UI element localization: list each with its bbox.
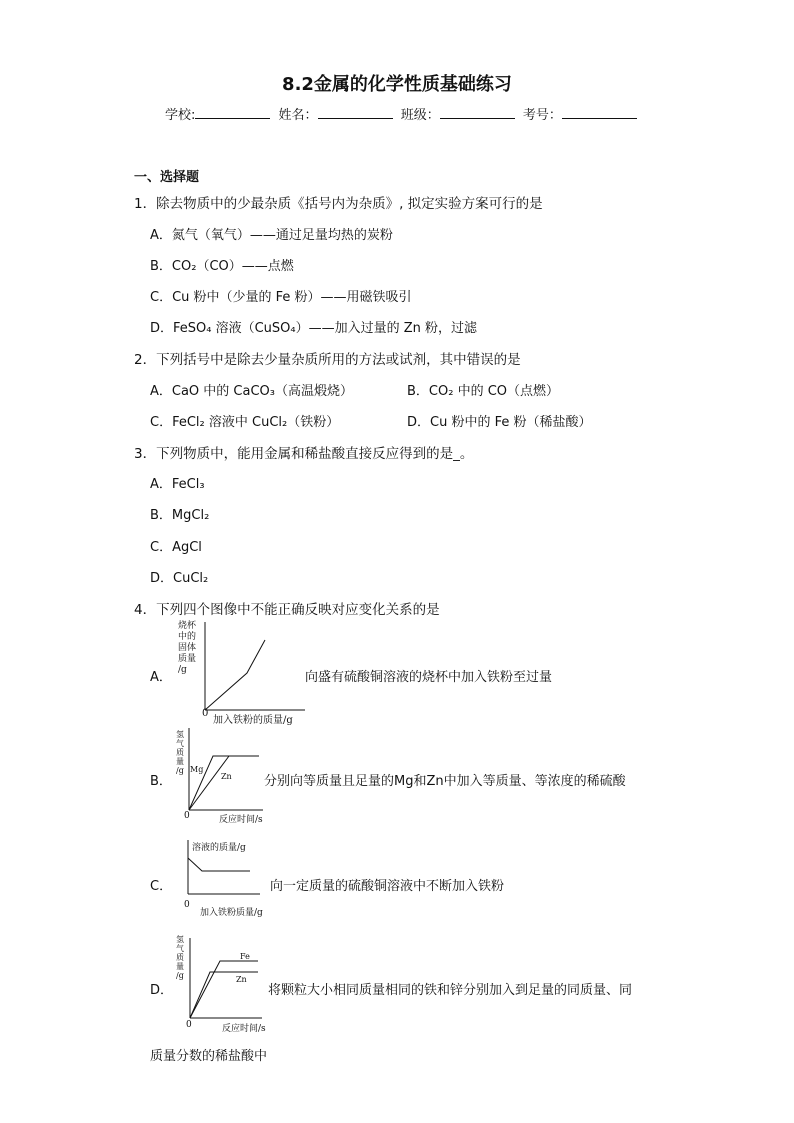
q4-d-fe-line (190, 961, 258, 1018)
q1-option-d[interactable]: D．FeSO₄ 溶液（CuSO₄）——加入过量的 Zn 粉，过滤 (150, 321, 478, 336)
q4-option-c-label[interactable]: C． (150, 879, 173, 894)
q1-stem: 1．除去物质中的少最杂质《括号内为杂质》, 拟定实验方案可行的是 (134, 196, 543, 212)
q4-d-ylabel: 氢 气 质 量 /g (176, 935, 184, 980)
q1-option-b[interactable]: B．CO₂（CO）——点燃 (150, 259, 294, 274)
q4-option-d-label[interactable]: D． (150, 983, 174, 998)
name-label: 姓名： (278, 108, 318, 123)
q4-c-desc: 向一定质量的硫酸铜溶液中不断加入铁粉 (270, 879, 505, 894)
q4-c-curve (188, 858, 250, 871)
q3-option-b[interactable]: B．MgCl₂ (150, 508, 210, 523)
class-blank[interactable] (440, 106, 515, 119)
q3-stem: 3．下列物质中，能用金属和稀盐酸直接反应得到的是_。 (134, 446, 474, 462)
q4-d-desc: 将颗粒大小相同质量相同的铁和锌分别加入到足量的同质量、同 (268, 983, 633, 998)
class-label: 班级： (400, 108, 440, 123)
q4-d-origin: 0 (186, 1020, 192, 1030)
q2-option-b[interactable]: B．CO₂ 中的 CO（点燃） (407, 384, 560, 399)
school-label: 学校: (165, 108, 196, 123)
q4-option-b-label[interactable]: B． (150, 774, 172, 789)
q2-option-d[interactable]: D．Cu 粉中的 Fe 粉（稀盐酸） (407, 415, 592, 430)
page-title: 8.2金属的化学性质基础练习 (282, 74, 512, 95)
q4-d-zn-line (190, 972, 258, 1018)
q2-option-a[interactable]: A．CaO 中的 CaCO₃（高温煅烧） (150, 384, 353, 399)
section-heading: 一、选择题 (134, 170, 200, 185)
q4-d-desc-continued: 质量分数的稀盐酸中 (150, 1049, 268, 1064)
q2-option-c[interactable]: C．FeCl₂ 溶液中 CuCl₂（铁粉） (150, 415, 340, 430)
q4-c-ylabel: 溶液的质量/g (192, 843, 246, 853)
q4-b-ylabel: 氢 气 质 量 /g (176, 730, 184, 775)
q4-c-origin: 0 (184, 900, 190, 910)
exam-no-blank[interactable] (562, 106, 637, 119)
student-info-line (165, 104, 641, 123)
q4-a-ylabel: 烧杯 中的 固体 质量 /g (178, 621, 197, 675)
q3-option-a[interactable]: A．FeCl₃ (150, 477, 205, 492)
q4-stem: 4．下列四个图像中不能正确反映对应变化关系的是 (134, 602, 440, 618)
q4-a-desc: 向盛有硫酸铜溶液的烧杯中加入铁粉至过量 (305, 670, 553, 685)
q4-d-series-zn: Zn (236, 975, 247, 984)
q4-b-origin: 0 (184, 811, 190, 821)
school-blank[interactable] (195, 106, 270, 119)
q1-option-c[interactable]: C．Cu 粉中（少量的 Fe 粉）——用磁铁吸引 (150, 290, 412, 305)
q4-option-a-label[interactable]: A． (150, 670, 172, 685)
q4-d-xlabel: 反应时间/s (222, 1024, 266, 1034)
q4-a-origin: 0 (202, 708, 209, 719)
q4-d-series-fe: Fe (240, 952, 250, 961)
q3-option-c[interactable]: C．AgCl (150, 540, 202, 555)
q4-a-xlabel: 加入铁粉的质量/g (213, 715, 293, 726)
q4-b-xlabel: 反应时间/s (219, 815, 263, 825)
q4-a-curve (205, 640, 265, 710)
q3-option-d[interactable]: D．CuCl₂ (150, 571, 209, 586)
q4-b-series-zn: Zn (221, 772, 232, 781)
q1-option-a[interactable]: A．氮气（氧气）——通过足量均热的炭粉 (150, 228, 393, 243)
exam-no-label: 考号： (522, 108, 562, 123)
q2-stem: 2．下列括号中是除去少量杂质所用的方法或试剂，其中错误的是 (134, 352, 521, 368)
q4-b-desc: 分别向等质量且足量的Mg和Zn中加入等质量、等浓度的稀硫酸 (264, 774, 626, 789)
q4-b-series-mg: Mg (190, 765, 204, 774)
name-blank[interactable] (318, 106, 393, 119)
q4-d-graph (186, 936, 266, 1022)
q4-c-xlabel: 加入铁粉质量/g (200, 908, 263, 918)
